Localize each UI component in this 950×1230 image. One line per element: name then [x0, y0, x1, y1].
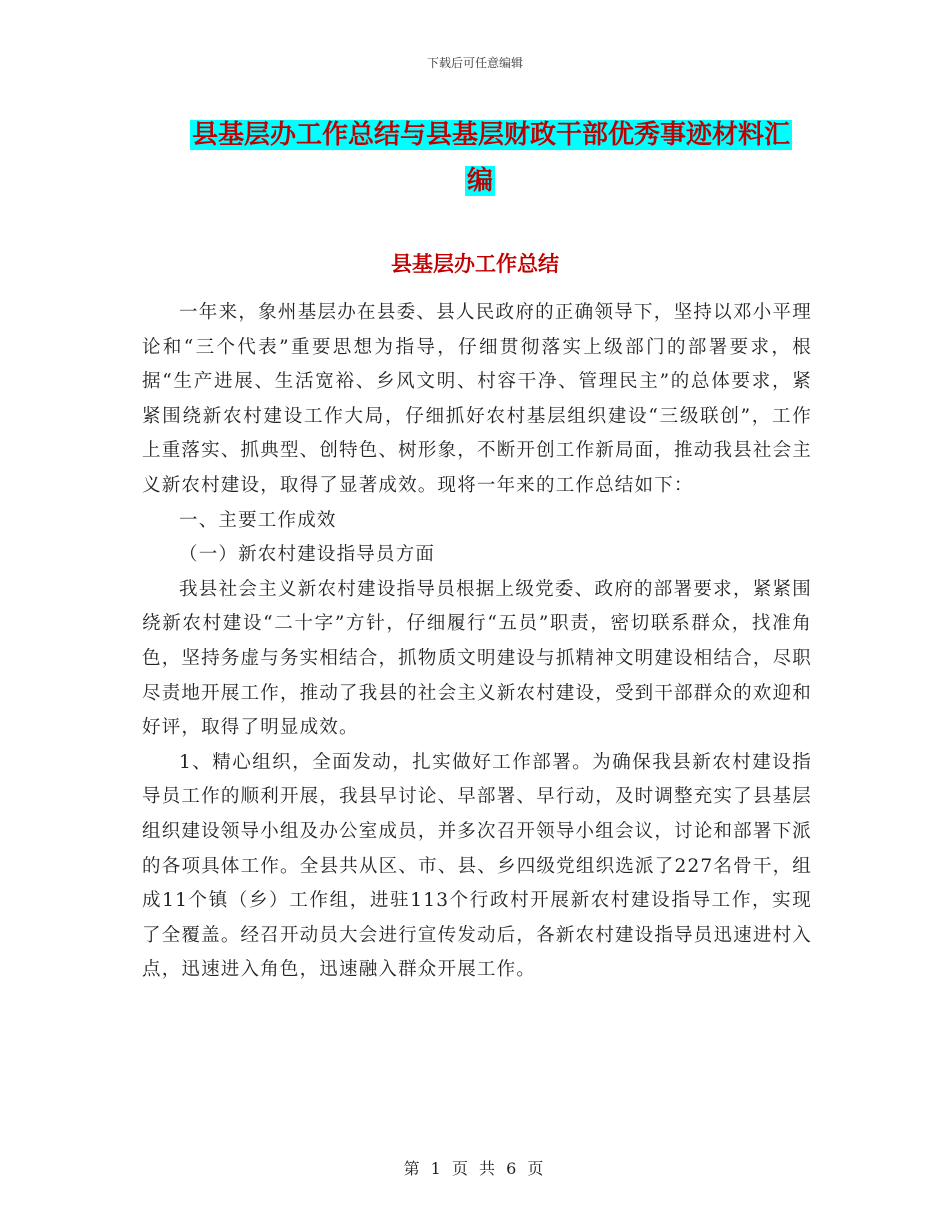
page-header: 下载后可任意编辑 — [426, 56, 523, 70]
paragraph: 一、主要工作成效 — [179, 509, 337, 531]
document-title — [190, 112, 810, 204]
section-title: 县基层办工作总结 — [391, 252, 559, 276]
paragraph: 我县社会主义新农村建设指导员根据上级党委、政府的部署要求，紧紧围绕新农村建设“二十字”方针，仔细履行“五员”职责，密切联系群众，找准角色，坚持务虚与务实相结合，抓物质文明建设与抓精神文明建设相结合，尽职尽责地开展工作，推动了我县的社会主义新农村建设，受到干部群众的欢迎和好评，取得了明显成效。 — [142, 578, 812, 739]
title-line-2: 编 — [466, 166, 493, 196]
document-body — [142, 296, 812, 988]
paragraph: （一）新农村建设指导员方面 — [179, 544, 436, 566]
title-line-1: 县基层办工作总结与县基层财政干部优秀事迹材料汇 — [192, 120, 791, 150]
page-footer: 第 1 页 共 6 页 — [403, 1159, 547, 1178]
paragraph: 1、精心组织，全面发动，扎实做好工作部署。为确保我县新农村建设指导员工作的顺利开展，我县早讨论、早部署、早行动，及时调整充实了县基层组织建设领导小组及办公室成员，并多次召开领导小组会议，讨论和部署下派的各项具体工作。全县共从区、市、县、乡四级党组织选派了227名骨干，组成11个镇（乡）工作组，进驻113个行政村开展新农村建设指导工作，实现了全覆盖。经召开动员大会进行宣传发动后，各新农村建设指导员迅速进村入点，迅速进入角色，迅速融入群众开展工作。 — [142, 751, 812, 981]
paragraph: 一年来，象州基层办在县委、县人民政府的正确领导下，坚持以邓小平理论和“三个代表”重要思想为指导，仔细贯彻落实上级部门的部署要求，根据“生产进展、生活宽裕、乡风文明、村容干净、管理民主”的总体要求，紧紧围绕新农村建设工作大局，仔细抓好农村基层组织建设“三级联创”，工作上重落实、抓典型、创特色、树形象，不断开创工作新局面，推动我县社会主义新农村建设，取得了显著成效。现将一年来的工作总结如下： — [142, 302, 812, 496]
